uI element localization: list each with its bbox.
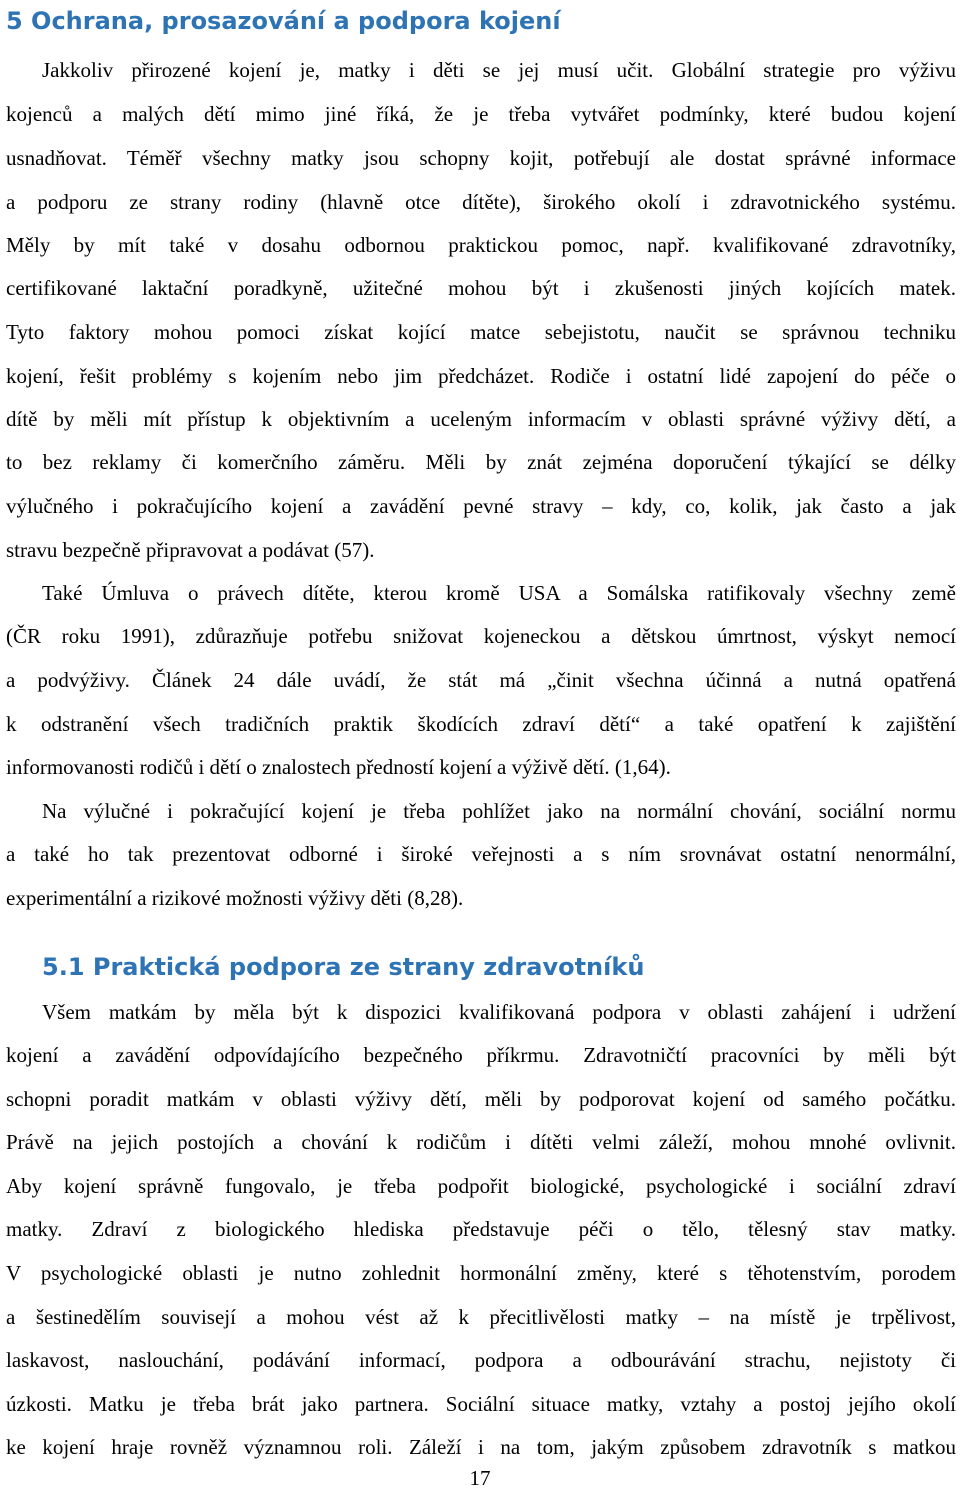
page-number: 17	[469, 1466, 491, 1490]
text-line: k odstranění všech tradičních praktik škodících zdraví dětí“ a také opatření k zajištění	[6, 712, 956, 736]
text-line: certifikované laktační poradkyně, užitečné mohou být i zkušenosti jiných kojících matek.	[6, 276, 956, 300]
section-heading: 5.1 Praktická podpora ze strany zdravotníků	[42, 953, 645, 981]
text-line: Měly by mít také v dosahu odbornou praktickou pomoc, např. kvalifikované zdravotníky,	[6, 233, 956, 257]
text-line: kojenců a malých dětí mimo jiné říká, že je třeba vytvářet podmínky, které budou kojení	[6, 102, 956, 126]
text-line: Všem matkám by měla být k dispozici kvalifikovaná podpora v oblasti zahájení i udržení	[42, 1000, 956, 1024]
text-line: kojení, řešit problémy s kojením nebo jim předcházet. Rodiče i ostatní lidé zapojení do péče o	[6, 364, 956, 388]
text-line: dítě by měli mít přístup k objektivním a uceleným informacím v oblasti správné výživy dětí, a	[6, 407, 956, 431]
chapter-heading: 5 Ochrana, prosazování a podpora kojení	[6, 7, 561, 35]
text-line: experimentální a rizikové možnosti výživy děti (8,28).	[6, 886, 464, 910]
text-line: ke kojení hraje rovněž významnou roli. Záleží i na tom, jakým způsobem zdravotník s matkou	[6, 1435, 956, 1459]
text-line: Také Úmluva o právech dítěte, kterou kromě USA a Somálska ratifikovaly všechny země	[42, 581, 956, 605]
text-line: (ČR roku 1991), zdůrazňuje potřebu snižovat kojeneckou a dětskou úmrtnost, výskyt nemocí	[6, 624, 956, 648]
text-line: a podporu ze strany rodiny (hlavně otce dítěte), širokého okolí i zdravotnického systému.	[6, 190, 956, 214]
text-line: Aby kojení správně fungovalo, je třeba podpořit biologické, psychologické i sociální zdraví	[6, 1174, 956, 1198]
text-line: stravu bezpečně připravovat a podávat (57).	[6, 538, 375, 562]
text-line: Tyto faktory mohou pomoci získat kojící matce sebejistotu, naučit se správnou techniku	[6, 320, 956, 344]
text-line: a také ho tak prezentovat odborné i široké veřejnosti a s ním srovnávat ostatní nenormální,	[6, 842, 956, 866]
text-line: Právě na jejich postojích a chování k rodičům i dítěti velmi záleží, mohou mnohé ovlivnit.	[6, 1130, 956, 1154]
text-line: a šestinedělím souvisejí a mohou vést až k přecitlivělosti matky – na místě je trpělivost,	[6, 1305, 956, 1329]
text-line: V psychologické oblasti je nutno zohlednit hormonální změny, které s těhotenstvím, porodem	[6, 1261, 956, 1285]
text-line: a podvýživy. Článek 24 dále uvádí, že stát má „činit všechna účinná a nutná opatřená	[6, 668, 956, 692]
text-line: Jakkoliv přirozené kojení je, matky i děti se jej musí učit. Globální strategie pro výživu	[42, 58, 956, 82]
text-line: výlučného i pokračujícího kojení a zavádění pevné stravy – kdy, co, kolik, jak často a jak	[6, 494, 956, 518]
text-line: laskavost, naslouchání, podávání informací, podpora a odbourávání strachu, nejistoty či	[6, 1348, 956, 1372]
text-line: schopni poradit matkám v oblasti výživy dětí, měli by podporovat kojení od samého počátku.	[6, 1087, 956, 1111]
text-line: informovanosti rodičů i dětí o znalostech předností kojení a výživě dětí. (1,64).	[6, 755, 671, 779]
text-line: kojení a zavádění odpovídajícího bezpečného příkrmu. Zdravotničtí pracovníci by měli být	[6, 1043, 956, 1067]
text-line: matky. Zdraví z biologického hlediska představuje péči o tělo, tělesný stav matky.	[6, 1217, 956, 1241]
text-line: úzkosti. Matku je třeba brát jako partnera. Sociální situace matky, vztahy a postoj jejího okolí	[6, 1392, 956, 1416]
text-line: to bez reklamy či komerčního záměru. Měli by znát zejména doporučení týkající se délky	[6, 450, 956, 474]
text-line: usnadňovat. Téměř všechny matky jsou schopny kojit, potřebují ale dostat správné informace	[6, 146, 956, 170]
text-line: Na výlučné i pokračující kojení je třeba pohlížet jako na normální chování, sociální normu	[42, 799, 956, 823]
